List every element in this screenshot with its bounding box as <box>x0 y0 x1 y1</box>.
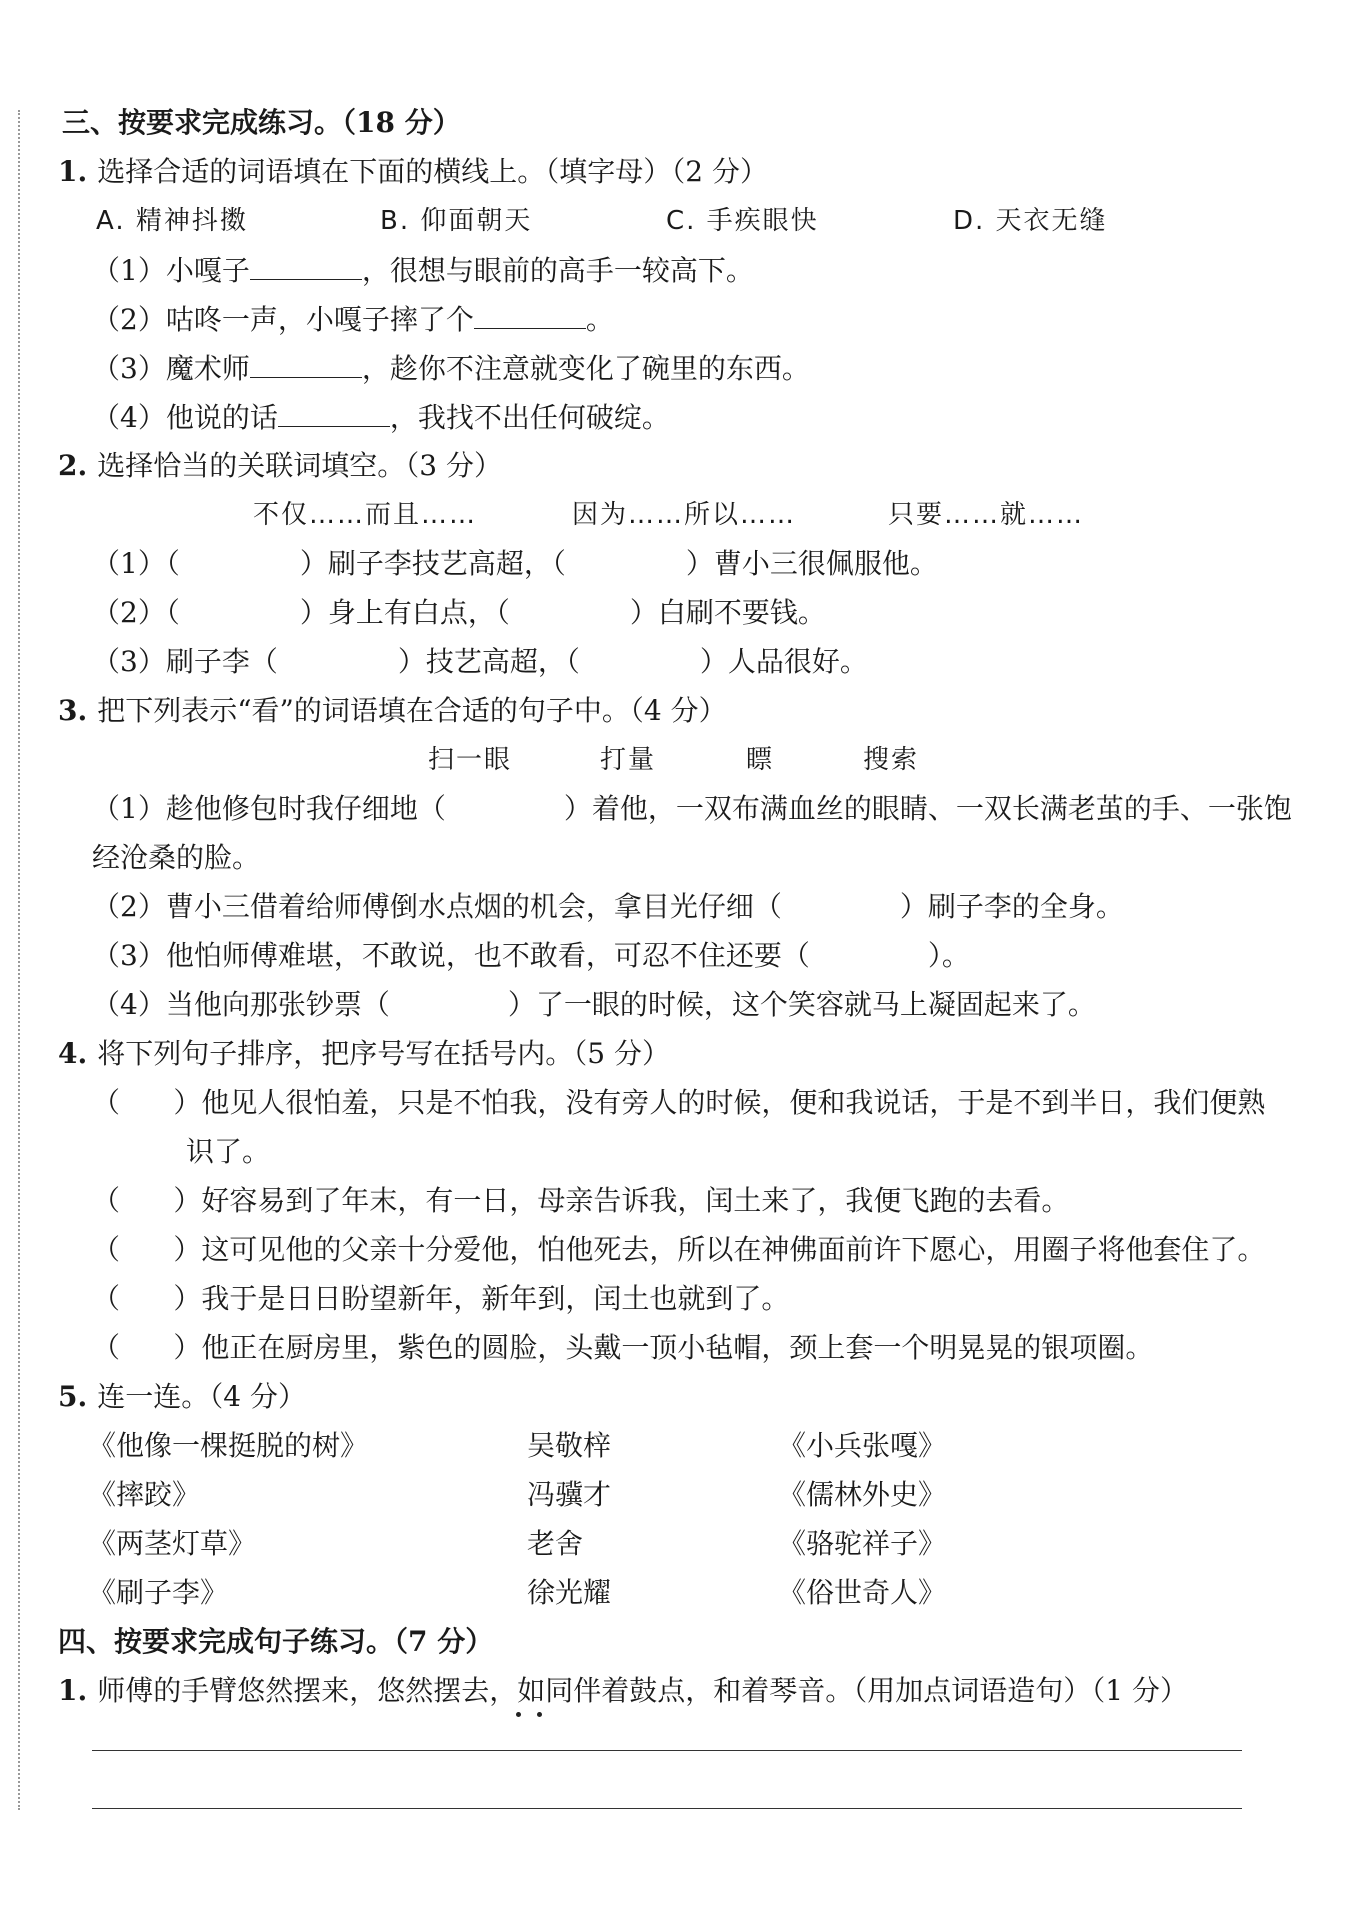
section-4-question-1-number: 1. <box>58 1674 88 1707</box>
order-bracket[interactable]: （ ） <box>92 1282 202 1315</box>
q4-item-5 <box>92 1329 1153 1367</box>
q1-item-4-suffix: ，我找不出任何破绽。 <box>389 401 670 434</box>
section-4-score: （7 分） <box>394 1625 494 1658</box>
section-4-heading <box>58 1623 493 1661</box>
q2-item-1-part-c: ）曹小三很佩服他。 <box>685 547 938 580</box>
q1-item-1-prefix: （1）小嘎子 <box>92 254 250 287</box>
q1-option-d: D. 天衣无缝 <box>953 206 1108 236</box>
q1-item-3-suffix: ，趁你不注意就变化了碗里的东西。 <box>361 352 810 385</box>
q1-item-1-suffix: ，很想与眼前的高手一较高下。 <box>361 254 754 287</box>
q2-item-1 <box>92 545 938 583</box>
emphasis-dot <box>516 1712 521 1717</box>
q2-item-3 <box>92 643 868 681</box>
question-5-number: 5. <box>58 1380 88 1413</box>
section-3-score: （18 分） <box>342 106 461 139</box>
question-2-number: 2. <box>58 449 88 482</box>
q2-item-3-part-b: ）技艺高超，（ <box>397 645 580 678</box>
section-4-question-1 <box>58 1672 1188 1710</box>
match-author-3[interactable]: 老舍 <box>527 1527 584 1560</box>
question-2-text: 选择恰当的关联词填空。（3 分） <box>97 449 502 482</box>
match-work-1[interactable]: 《他像一棵挺脱的树》 <box>88 1429 369 1462</box>
q4-item-4-text: 我于是日日盼望新年，新年到，闰土也就到了。 <box>201 1282 790 1315</box>
question-4-text: 将下列句子排序，把序号写在括号内。（5 分） <box>97 1037 670 1070</box>
match-book-1[interactable]: 《小兵张嘎》 <box>778 1429 947 1462</box>
q3-item-3-part-a: （3）他怕师傅难堪，不敢说，也不敢看，可忍不住还要（ <box>92 939 810 972</box>
answer-blank[interactable] <box>474 300 586 329</box>
match-book-4[interactable]: 《俗世奇人》 <box>778 1576 947 1609</box>
question-5 <box>58 1378 306 1416</box>
q3-item-1 <box>92 790 1292 828</box>
section-3-heading <box>62 104 461 142</box>
q3-item-4-part-b: ）了一眼的时候，这个笑容就马上凝固起来了。 <box>507 988 1096 1021</box>
section-3-title: 三、按要求完成练习。 <box>62 106 343 139</box>
q2-item-2-part-c: ）白刷不要钱。 <box>629 596 826 629</box>
q4-item-3 <box>92 1231 1265 1269</box>
q3-item-1-part-b: ）着他，一双布满血丝的眼睛、一双长满老茧的手、一张饱 <box>563 792 1292 825</box>
question-4 <box>58 1035 670 1073</box>
match-author-1[interactable]: 吴敬梓 <box>527 1429 612 1462</box>
match-work-4[interactable]: 《刷子李》 <box>88 1576 229 1609</box>
answer-writing-line[interactable] <box>92 1750 1242 1751</box>
q4-item-3-text: 这可见他的父亲十分爱他，怕他死去，所以在神佛面前许下愿心，用圈子将他套住了。 <box>201 1233 1266 1266</box>
answer-writing-line[interactable] <box>92 1808 1242 1809</box>
q1-item-4-prefix: （4）他说的话 <box>92 401 278 434</box>
question-1-number: 1. <box>58 155 88 188</box>
match-work-2[interactable]: 《摔跤》 <box>88 1478 201 1511</box>
q2-item-2-part-b: ）身上有白点，（ <box>299 596 510 629</box>
q2-option-1: 不仅……而且…… <box>253 500 478 530</box>
q2-item-3-part-a: （3）刷子李（ <box>92 645 278 678</box>
order-bracket[interactable]: （ ） <box>92 1086 202 1119</box>
q1-item-3-prefix: （3）魔术师 <box>92 352 250 385</box>
order-bracket[interactable]: （ ） <box>92 1331 202 1364</box>
q1-option-c: C. 手疾眼快 <box>666 206 819 236</box>
answer-blank[interactable] <box>278 398 390 427</box>
match-book-2[interactable]: 《儒林外史》 <box>778 1478 947 1511</box>
q1-item-2 <box>92 300 614 339</box>
order-bracket[interactable]: （ ） <box>92 1233 202 1266</box>
section-4-title: 四、按要求完成句子练习。 <box>58 1625 395 1658</box>
q2-item-1-part-b: ）刷子李技艺高超，（ <box>299 547 566 580</box>
match-author-2[interactable]: 冯骥才 <box>527 1478 612 1511</box>
q1-item-4 <box>92 398 670 437</box>
question-3 <box>58 692 727 730</box>
q2-option-2: 因为……所以…… <box>572 500 797 530</box>
q4-item-1 <box>92 1084 1265 1122</box>
q1-item-1 <box>92 251 754 290</box>
q1-option-b: B. 仰面朝天 <box>380 206 533 236</box>
q3-item-1-part-a: （1）趁他修包时我仔细地（ <box>92 792 446 825</box>
q3-item-4 <box>92 986 1096 1024</box>
answer-blank[interactable] <box>250 349 362 378</box>
q3-item-1-continuation: 经沧桑的脸。 <box>92 841 261 874</box>
question-3-text: 把下列表示“看”的词语填在合适的句子中。（4 分） <box>97 694 727 727</box>
q3-option-1: 扫一眼 <box>428 745 513 775</box>
question-5-text: 连一连。（4 分） <box>97 1380 306 1413</box>
q3-option-3: 瞟 <box>746 745 775 775</box>
question-2 <box>58 447 502 485</box>
q3-item-3-part-b: ）。 <box>927 939 970 972</box>
q3-item-2 <box>92 888 1124 926</box>
q4-item-2 <box>92 1182 1069 1220</box>
q4-item-1-continuation: 识了。 <box>186 1135 271 1168</box>
question-4-number: 4. <box>58 1037 88 1070</box>
q3-option-4: 搜索 <box>863 745 920 775</box>
order-bracket[interactable]: （ ） <box>92 1184 202 1217</box>
binding-margin-line <box>18 110 20 1810</box>
question-1 <box>58 153 768 191</box>
q2-item-1-part-a: （1）（ <box>92 547 180 580</box>
question-3-number: 3. <box>58 694 88 727</box>
q3-item-2-part-b: ）刷子李的全身。 <box>899 890 1124 923</box>
q2-item-3-part-c: ）人品很好。 <box>699 645 868 678</box>
q4-item-5-text: 他正在厨房里，紫色的圆脸，头戴一顶小毡帽，颈上套一个明晃晃的银项圈。 <box>201 1331 1154 1364</box>
q3-item-2-part-a: （2）曹小三借着给师傅倒水点烟的机会，拿目光仔细（ <box>92 890 782 923</box>
q2-option-3: 只要……就…… <box>888 500 1085 530</box>
q2-item-2 <box>92 594 826 632</box>
q1-item-3 <box>92 349 810 388</box>
q4-item-4 <box>92 1280 789 1318</box>
q3-option-2: 打量 <box>600 745 657 775</box>
answer-blank[interactable] <box>250 251 362 280</box>
match-book-3[interactable]: 《骆驼祥子》 <box>778 1527 947 1560</box>
q3-item-4-part-a: （4）当他向那张钞票（ <box>92 988 390 1021</box>
emphasis-dot <box>537 1712 542 1717</box>
q1-option-a: A. 精神抖擞 <box>96 206 248 236</box>
q1-item-2-prefix: （2）咕咚一声，小嘎子摔了个 <box>92 303 474 336</box>
question-1-text: 选择合适的词语填在下面的横线上。（填字母）（2 分） <box>97 155 768 188</box>
q3-item-3 <box>92 937 970 975</box>
match-work-3[interactable]: 《两茎灯草》 <box>88 1527 257 1560</box>
match-author-4[interactable]: 徐光耀 <box>527 1576 612 1609</box>
section-4-question-1-text: 师傅的手臂悠然摆来，悠然摆去，如同伴着鼓点，和着琴音。（用加点词语造句）（1 分） <box>97 1674 1188 1707</box>
q1-item-2-suffix: 。 <box>585 303 614 336</box>
q2-item-2-part-a: （2）（ <box>92 596 180 629</box>
q4-item-2-text: 好容易到了年末，有一日，母亲告诉我，闰土来了，我便飞跑的去看。 <box>201 1184 1070 1217</box>
q4-item-1-text: 他见人很怕羞，只是不怕我，没有旁人的时候，便和我说话，于是不到半日，我们便熟 <box>201 1086 1266 1119</box>
